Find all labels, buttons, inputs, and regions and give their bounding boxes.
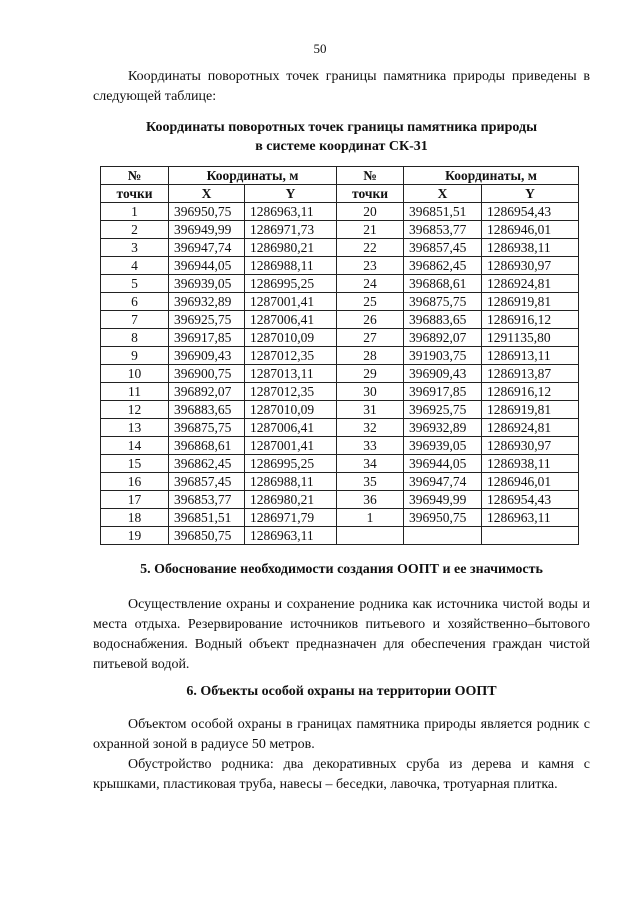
point-number-cell: 25: [337, 293, 404, 311]
table-row: [101, 203, 579, 221]
point-number-cell: 14: [101, 437, 169, 455]
table-row: [101, 491, 579, 509]
point-number-cell: 7: [101, 311, 169, 329]
y-coordinate-cell: 1286924,81: [482, 275, 579, 293]
y-coordinate-cell: 1287010,09: [245, 401, 337, 419]
table-row: [101, 365, 579, 383]
x-coordinate-cell: 396853,77: [169, 491, 245, 509]
coordinates-table: [100, 166, 579, 545]
y-coordinate-cell: 1286988,11: [245, 473, 337, 491]
header-x-left: X: [169, 185, 245, 203]
point-number-cell: [337, 527, 404, 545]
y-coordinate-cell: 1286963,11: [245, 203, 337, 221]
x-coordinate-cell: 396925,75: [169, 311, 245, 329]
x-coordinate-cell: 396857,45: [404, 239, 482, 257]
point-number-cell: 20: [337, 203, 404, 221]
table-row: [101, 383, 579, 401]
point-number-cell: 1: [337, 509, 404, 527]
y-coordinate-cell: 1286995,25: [245, 275, 337, 293]
point-number-cell: 21: [337, 221, 404, 239]
x-coordinate-cell: 391903,75: [404, 347, 482, 365]
point-number-cell: 23: [337, 257, 404, 275]
x-coordinate-cell: 396949,99: [169, 221, 245, 239]
point-number-cell: 6: [101, 293, 169, 311]
point-number-cell: 35: [337, 473, 404, 491]
x-coordinate-cell: 396883,65: [169, 401, 245, 419]
y-coordinate-cell: 1286930,97: [482, 257, 579, 275]
y-coordinate-cell: 1287006,41: [245, 311, 337, 329]
point-number-cell: 31: [337, 401, 404, 419]
point-number-cell: 3: [101, 239, 169, 257]
table-row: [101, 347, 579, 365]
y-coordinate-cell: 1287001,41: [245, 437, 337, 455]
y-coordinate-cell: 1286995,25: [245, 455, 337, 473]
coordinates-table-body: [101, 203, 579, 545]
x-coordinate-cell: 396875,75: [404, 293, 482, 311]
table-title-line-2: в системе координат СК-31: [255, 139, 428, 154]
x-coordinate-cell: 396925,75: [404, 401, 482, 419]
table-row: [101, 455, 579, 473]
point-number-cell: 10: [101, 365, 169, 383]
point-number-cell: 2: [101, 221, 169, 239]
point-number-cell: 13: [101, 419, 169, 437]
header-no-left: №: [101, 167, 169, 185]
table-row: [101, 419, 579, 437]
x-coordinate-cell: 396917,85: [404, 383, 482, 401]
point-number-cell: 5: [101, 275, 169, 293]
section-5-paragraph: Осуществление охраны и сохранение родника как источника чистой воды и места отдыха. Резервирование источников питьевого и хозяйственно–бытового водоснабжения. Водный объект предназначен для обеспечения граждан чистой питьевой водой.: [93, 597, 590, 672]
y-coordinate-cell: 1286946,01: [482, 473, 579, 491]
point-number-cell: 15: [101, 455, 169, 473]
section-6-heading: 6. Объекты особой охраны на территории ООПТ: [186, 684, 497, 699]
point-number-cell: 29: [337, 365, 404, 383]
y-coordinate-cell: 1287013,11: [245, 365, 337, 383]
point-number-cell: 30: [337, 383, 404, 401]
y-coordinate-cell: 1291135,80: [482, 329, 579, 347]
x-coordinate-cell: 396909,43: [169, 347, 245, 365]
table-row: [101, 239, 579, 257]
x-coordinate-cell: 396850,75: [169, 527, 245, 545]
x-coordinate-cell: 396857,45: [169, 473, 245, 491]
x-coordinate-cell: 396932,89: [169, 293, 245, 311]
y-coordinate-cell: 1286913,11: [482, 347, 579, 365]
section-6-paragraph-1: Объектом особой охраны в границах памятника природы является родник с охранной зоной в радиусе 50 метров.: [93, 717, 590, 752]
x-coordinate-cell: 396939,05: [404, 437, 482, 455]
y-coordinate-cell: 1286954,43: [482, 491, 579, 509]
point-number-cell: 24: [337, 275, 404, 293]
y-coordinate-cell: 1286963,11: [245, 527, 337, 545]
x-coordinate-cell: 396909,43: [404, 365, 482, 383]
header-points-left: точки: [101, 185, 169, 203]
x-coordinate-cell: 396950,75: [169, 203, 245, 221]
point-number-cell: 27: [337, 329, 404, 347]
point-number-cell: 11: [101, 383, 169, 401]
point-number-cell: 34: [337, 455, 404, 473]
point-number-cell: 36: [337, 491, 404, 509]
y-coordinate-cell: 1287001,41: [245, 293, 337, 311]
y-coordinate-cell: 1286924,81: [482, 419, 579, 437]
y-coordinate-cell: 1286988,11: [245, 257, 337, 275]
table-row: [101, 257, 579, 275]
x-coordinate-cell: 396892,07: [404, 329, 482, 347]
y-coordinate-cell: 1287012,35: [245, 383, 337, 401]
y-coordinate-cell: 1286946,01: [482, 221, 579, 239]
y-coordinate-cell: 1286913,87: [482, 365, 579, 383]
y-coordinate-cell: 1286938,11: [482, 239, 579, 257]
x-coordinate-cell: 396947,74: [169, 239, 245, 257]
header-coordinates-right: Координаты, м: [404, 167, 579, 185]
x-coordinate-cell: 396862,45: [169, 455, 245, 473]
table-row: [101, 509, 579, 527]
y-coordinate-cell: 1286971,79: [245, 509, 337, 527]
x-coordinate-cell: 396862,45: [404, 257, 482, 275]
point-number-cell: 19: [101, 527, 169, 545]
table-row: [101, 527, 579, 545]
table-row: [101, 275, 579, 293]
point-number-cell: 8: [101, 329, 169, 347]
point-number-cell: 26: [337, 311, 404, 329]
header-coordinates-left: Координаты, м: [169, 167, 337, 185]
table-title-line-1: Координаты поворотных точек границы памятника природы: [145, 120, 537, 135]
header-points-right: точки: [337, 185, 404, 203]
table-row: [101, 401, 579, 419]
x-coordinate-cell: 396900,75: [169, 365, 245, 383]
y-coordinate-cell: 1286980,21: [245, 239, 337, 257]
table-row: [101, 311, 579, 329]
y-coordinate-cell: 1286938,11: [482, 455, 579, 473]
point-number-cell: 22: [337, 239, 404, 257]
point-number-cell: 12: [101, 401, 169, 419]
point-number-cell: 1: [101, 203, 169, 221]
y-coordinate-cell: 1287006,41: [245, 419, 337, 437]
x-coordinate-cell: 396851,51: [169, 509, 245, 527]
y-coordinate-cell: 1286916,12: [482, 383, 579, 401]
y-coordinate-cell: 1286930,97: [482, 437, 579, 455]
y-coordinate-cell: [482, 527, 579, 545]
x-coordinate-cell: 396949,99: [404, 491, 482, 509]
table-row: [101, 437, 579, 455]
x-coordinate-cell: 396932,89: [404, 419, 482, 437]
header-no-right: №: [337, 167, 404, 185]
header-x-right: X: [404, 185, 482, 203]
table-row: [101, 221, 579, 239]
x-coordinate-cell: [404, 527, 482, 545]
point-number-cell: 32: [337, 419, 404, 437]
y-coordinate-cell: 1287012,35: [245, 347, 337, 365]
table-title: [93, 118, 590, 156]
table-row: [101, 329, 579, 347]
x-coordinate-cell: 396944,05: [404, 455, 482, 473]
point-number-cell: 18: [101, 509, 169, 527]
header-y-right: Y: [482, 185, 579, 203]
table-row: [101, 293, 579, 311]
y-coordinate-cell: 1286963,11: [482, 509, 579, 527]
point-number-cell: 9: [101, 347, 169, 365]
intro-paragraph: Координаты поворотных точек границы памятника природы приведены в следующей таблице:: [93, 69, 590, 104]
x-coordinate-cell: 396883,65: [404, 311, 482, 329]
y-coordinate-cell: 1286980,21: [245, 491, 337, 509]
table-row: [101, 473, 579, 491]
x-coordinate-cell: 396853,77: [404, 221, 482, 239]
y-coordinate-cell: 1287010,09: [245, 329, 337, 347]
x-coordinate-cell: 396917,85: [169, 329, 245, 347]
y-coordinate-cell: 1286919,81: [482, 401, 579, 419]
section-5-heading: 5. Обоснование необходимости создания ООПТ и ее значимость: [140, 562, 543, 577]
x-coordinate-cell: 396851,51: [404, 203, 482, 221]
point-number-cell: 17: [101, 491, 169, 509]
x-coordinate-cell: 396947,74: [404, 473, 482, 491]
section-6-paragraph-2: Обустройство родника: два декоративных сруба из дерева и камня с крышками, пластиковая труба, навесы – беседки, лавочка, тротуарная плитка.: [93, 757, 590, 792]
y-coordinate-cell: 1286954,43: [482, 203, 579, 221]
header-y-left: Y: [245, 185, 337, 203]
point-number-cell: 28: [337, 347, 404, 365]
y-coordinate-cell: 1286916,12: [482, 311, 579, 329]
page-number: 50: [313, 41, 327, 56]
point-number-cell: 4: [101, 257, 169, 275]
x-coordinate-cell: 396944,05: [169, 257, 245, 275]
point-number-cell: 16: [101, 473, 169, 491]
x-coordinate-cell: 396868,61: [404, 275, 482, 293]
y-coordinate-cell: 1286971,73: [245, 221, 337, 239]
x-coordinate-cell: 396950,75: [404, 509, 482, 527]
x-coordinate-cell: 396892,07: [169, 383, 245, 401]
x-coordinate-cell: 396875,75: [169, 419, 245, 437]
point-number-cell: 33: [337, 437, 404, 455]
y-coordinate-cell: 1286919,81: [482, 293, 579, 311]
x-coordinate-cell: 396939,05: [169, 275, 245, 293]
x-coordinate-cell: 396868,61: [169, 437, 245, 455]
